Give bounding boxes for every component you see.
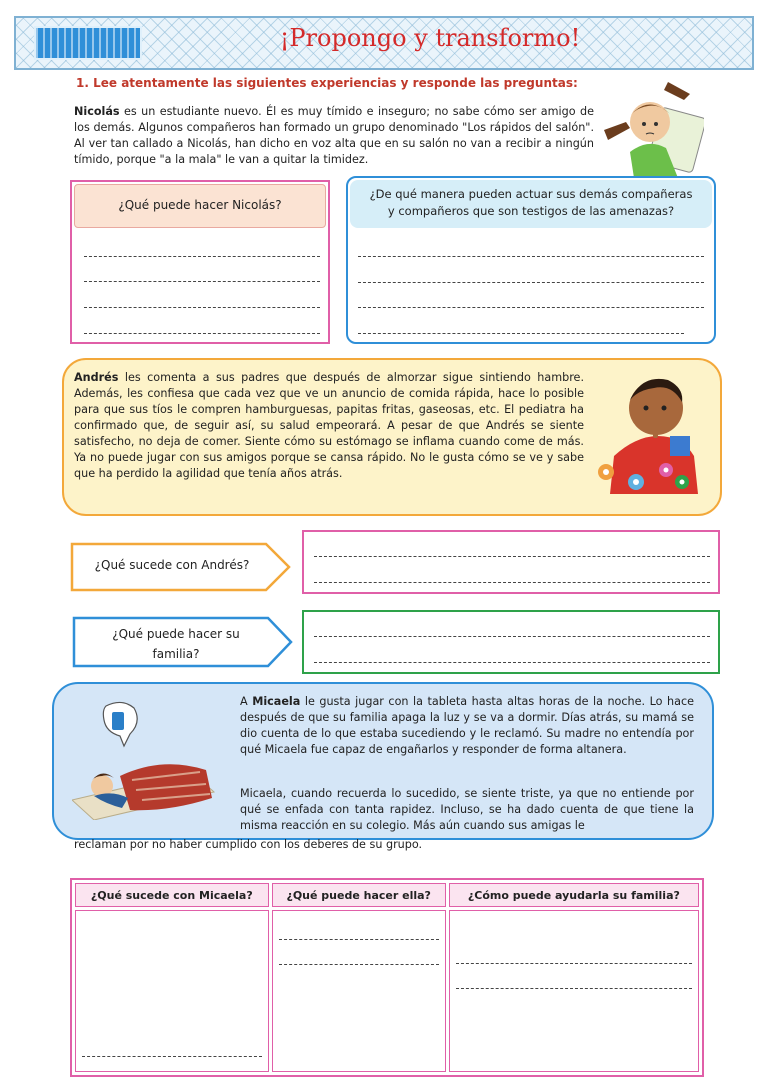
- nicolas-q2-line-1[interactable]: [358, 256, 704, 257]
- nicolas-name: Nicolás: [74, 105, 120, 118]
- micaela-paragraph-2-end: reclaman por no haber cumplido con los deberes de su grupo.: [74, 838, 423, 851]
- micaela-name: Micaela: [252, 695, 301, 708]
- nicolas-q1-header: ¿Qué puede hacer Nicolás?: [74, 184, 326, 228]
- micaela-table-cell-3[interactable]: [449, 910, 699, 1072]
- nicolas-q1-line-2[interactable]: [84, 281, 320, 282]
- nicolas-illustration: [604, 82, 704, 178]
- nicolas-paragraph: [74, 104, 594, 168]
- nicolas-q2-line-2[interactable]: [358, 282, 704, 283]
- andres-q2-line-1[interactable]: [314, 636, 710, 637]
- instruction: 1. Lee atentamente las siguientes experiencias y responde las preguntas:: [76, 76, 578, 90]
- micaela-table-header-3: ¿Cómo puede ayudarla su familia?: [449, 883, 699, 907]
- andres-name: Andrés: [74, 371, 119, 384]
- andres-q2-line-2[interactable]: [314, 662, 710, 663]
- andres-q2-label: [78, 624, 274, 664]
- andres-q1-box: [302, 530, 720, 594]
- micaela-table-cell-2[interactable]: [272, 910, 446, 1072]
- nicolas-q1-line-4[interactable]: [84, 333, 320, 334]
- micaela-illustration: [72, 700, 232, 820]
- nicolas-q2-line1: ¿De qué manera pueden actuar sus demás compañeras: [369, 187, 693, 201]
- micaela-answer-line-2b[interactable]: [279, 964, 439, 965]
- nicolas-q2-header: [350, 180, 712, 228]
- andres-q1-line-1[interactable]: [314, 556, 710, 557]
- micaela-answer-line-2a[interactable]: [279, 939, 439, 940]
- nicolas-q2-line-4[interactable]: [358, 333, 684, 334]
- nicolas-q1-line-1[interactable]: [84, 256, 320, 257]
- nicolas-text: es un estudiante nuevo. Él es muy tímido e inseguro; no sabe cómo ser amigo de los demás. Algunos compañeros han formado un grupo denominado "Los rápidos del salón". Al ver tan callado a Nicolás, han dicho en voz alta que en su salón no van a recibir a ningún tímido, porque "a la mala" le van a quitar la timidez.: [74, 105, 594, 166]
- micaela-paragraph-1: [240, 694, 694, 758]
- nicolas-q2-line2: y compañeros que son testigos de las amenazas?: [387, 204, 675, 218]
- page-title: ¡Propongo y transformo!: [279, 24, 581, 52]
- andres-q2-line2: familia?: [152, 647, 200, 661]
- nicolas-q1-line-3[interactable]: [84, 307, 320, 308]
- andres-q1-label: ¿Qué sucede con Andrés?: [94, 558, 250, 572]
- andres-q1-line-2[interactable]: [314, 582, 710, 583]
- micaela-answer-line-3a[interactable]: [456, 963, 692, 964]
- nicolas-q2-line-3[interactable]: [358, 307, 704, 308]
- micaela-prefix: A: [240, 695, 253, 708]
- andres-text: les comenta a sus padres que después de almorzar sigue sintiendo hambre. Además, les confiesa que cada vez que ve un anuncio de comida rápida, hace lo posible para que sus tíos le compren hamburguesas, papitas fritas, gaseosas, etc. El pediatra ha confirmado que, de seguir así, su salud empeorará. A pesar de que Andrés se siente satisfecho, no deja de comer. Siente cómo su estómago se inflama cuando come de más. Ya no puede jugar con sus amigos porque se cansa rápido. No le gusta cómo se ve y sabe que ha perdido la agilidad que tenía años atrás.: [74, 371, 584, 480]
- andres-q2-line1: ¿Qué puede hacer su: [112, 627, 240, 641]
- micaela-table-header-2: ¿Qué puede hacer ella?: [272, 883, 446, 907]
- andres-illustration: [596, 362, 708, 494]
- micaela-answer-line-1[interactable]: [82, 1056, 262, 1057]
- micaela-text1: le gusta jugar con la tableta hasta altas horas de la noche. Lo hace después de que su familia apaga la luz y se va a dormir. Días atrás, su mamá se dio cuenta de lo que estaba sucediendo y le reclamó. Su madre no entendía por qué Micaela fue capaz de engañarlos y responder de forma altanera.: [240, 695, 694, 756]
- micaela-answer-line-3b[interactable]: [456, 988, 692, 989]
- andres-q2-box: [302, 610, 720, 674]
- andres-paragraph: [74, 370, 584, 482]
- micaela-paragraph-2: Micaela, cuando recuerda lo sucedido, se siente triste, ya que no entiende por qué se enfada con tanta rapidez. Incluso, se ha dado cuenta de que tiene la misma reacción en su colegio. Más aún cuando sus amigas le: [240, 787, 694, 832]
- micaela-table-header-1: ¿Qué sucede con Micaela?: [75, 883, 269, 907]
- micaela-table-cell-1[interactable]: [75, 910, 269, 1072]
- micaela-table: [70, 878, 704, 1077]
- header-badge: [34, 26, 142, 60]
